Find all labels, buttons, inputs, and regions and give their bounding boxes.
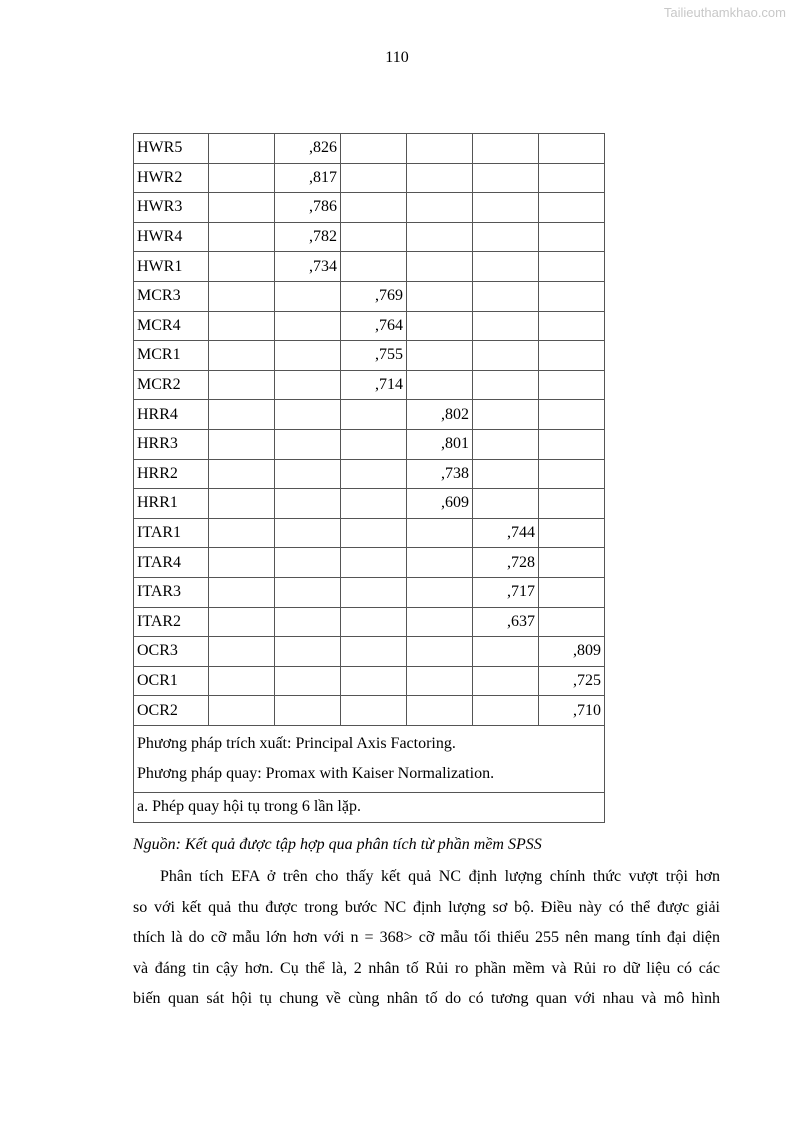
table-row — [134, 548, 605, 578]
empty-cell — [539, 193, 605, 223]
empty-cell — [539, 281, 605, 311]
empty-cell — [539, 518, 605, 548]
empty-cell — [209, 370, 275, 400]
empty-cell — [473, 370, 539, 400]
empty-cell — [539, 607, 605, 637]
empty-cell — [473, 341, 539, 371]
empty-cell — [539, 252, 605, 282]
row-label: HRR3 — [134, 429, 209, 459]
empty-cell — [341, 637, 407, 667]
empty-cell — [341, 400, 407, 430]
paragraph-line: thích là do cỡ mẫu lớn hơn với n = 368> cỡ mẫu tối thiểu 255 nên mang tính đại diện — [133, 929, 720, 946]
row-label: HWR5 — [134, 134, 209, 164]
empty-cell — [407, 607, 473, 637]
empty-cell — [275, 696, 341, 726]
row-label: OCR3 — [134, 637, 209, 667]
row-label: ITAR2 — [134, 607, 209, 637]
empty-cell — [539, 429, 605, 459]
empty-cell — [275, 341, 341, 371]
empty-cell — [473, 311, 539, 341]
empty-cell — [539, 222, 605, 252]
empty-cell — [473, 489, 539, 519]
empty-cell — [275, 489, 341, 519]
table-row — [134, 607, 605, 637]
row-label: ITAR4 — [134, 548, 209, 578]
empty-cell — [473, 281, 539, 311]
table-row — [134, 163, 605, 193]
empty-cell — [275, 429, 341, 459]
empty-cell — [539, 577, 605, 607]
empty-cell — [209, 163, 275, 193]
empty-cell — [473, 429, 539, 459]
empty-cell — [407, 311, 473, 341]
empty-cell — [407, 134, 473, 164]
factor-loading: ,714 — [341, 370, 407, 400]
table-row — [134, 370, 605, 400]
empty-cell — [539, 548, 605, 578]
empty-cell — [209, 548, 275, 578]
paragraph-line: so với kết quả thu được trong bước NC định lượng sơ bộ. Điều này có thể được giải — [133, 898, 720, 916]
factor-loading: ,786 — [275, 193, 341, 223]
empty-cell — [275, 281, 341, 311]
empty-cell — [209, 193, 275, 223]
empty-cell — [209, 607, 275, 637]
empty-cell — [407, 193, 473, 223]
factor-loading: ,710 — [539, 696, 605, 726]
empty-cell — [341, 489, 407, 519]
empty-cell — [341, 518, 407, 548]
row-label: HRR4 — [134, 400, 209, 430]
empty-cell — [275, 311, 341, 341]
empty-cell — [209, 696, 275, 726]
factor-loading: ,764 — [341, 311, 407, 341]
empty-cell — [473, 400, 539, 430]
empty-cell — [539, 459, 605, 489]
row-label: ITAR3 — [134, 577, 209, 607]
factor-loading: ,609 — [407, 489, 473, 519]
table-row — [134, 252, 605, 282]
empty-cell — [209, 459, 275, 489]
empty-cell — [539, 163, 605, 193]
paragraph-line: biến quan sát hội tụ chung về cùng nhân tố do có tương quan với nhau và mô hình — [133, 990, 720, 1007]
table-footer-methods — [134, 725, 605, 792]
table-row — [134, 489, 605, 519]
factor-loading: ,817 — [275, 163, 341, 193]
empty-cell — [473, 222, 539, 252]
empty-cell — [341, 666, 407, 696]
paragraph-line: và đáng tin cậy hơn. Cụ thể là, 2 nhân tố Rủi ro phần mềm và Rủi ro dữ liệu có các — [133, 959, 720, 977]
empty-cell — [539, 341, 605, 371]
empty-cell — [209, 252, 275, 282]
empty-cell — [341, 252, 407, 282]
rotation-note: a. Phép quay hội tụ trong 6 lần lặp. — [134, 792, 605, 822]
table-row — [134, 341, 605, 371]
empty-cell — [209, 400, 275, 430]
empty-cell — [341, 222, 407, 252]
extraction-method: Phương pháp trích xuất: Principal Axis Factoring. — [137, 734, 456, 752]
empty-cell — [407, 577, 473, 607]
empty-cell — [209, 637, 275, 667]
table-row — [134, 193, 605, 223]
row-label: MCR3 — [134, 281, 209, 311]
factor-loading: ,826 — [275, 134, 341, 164]
row-label: MCR4 — [134, 311, 209, 341]
table-row — [134, 311, 605, 341]
empty-cell — [539, 400, 605, 430]
table-footer-note — [134, 792, 605, 822]
table-row — [134, 134, 605, 164]
table-row — [134, 666, 605, 696]
empty-cell — [473, 637, 539, 667]
empty-cell — [341, 696, 407, 726]
empty-cell — [407, 666, 473, 696]
empty-cell — [539, 489, 605, 519]
empty-cell — [275, 666, 341, 696]
table-row — [134, 429, 605, 459]
empty-cell — [407, 341, 473, 371]
empty-cell — [209, 311, 275, 341]
empty-cell — [407, 252, 473, 282]
table-row — [134, 281, 605, 311]
factor-loading: ,801 — [407, 429, 473, 459]
empty-cell — [341, 548, 407, 578]
table-row — [134, 459, 605, 489]
factor-loading: ,809 — [539, 637, 605, 667]
empty-cell — [473, 134, 539, 164]
paragraph-line: Phân tích EFA ở trên cho thấy kết quả NC định lượng chính thức vượt trội hơn — [160, 868, 720, 885]
empty-cell — [539, 311, 605, 341]
empty-cell — [209, 577, 275, 607]
empty-cell — [209, 134, 275, 164]
table-row — [134, 222, 605, 252]
row-label: HWR3 — [134, 193, 209, 223]
factor-loading: ,769 — [341, 281, 407, 311]
factor-loading: ,744 — [473, 518, 539, 548]
source-note: Nguồn: Kết quả được tập hợp qua phân tích từ phần mềm SPSS — [133, 836, 542, 853]
table-row — [134, 400, 605, 430]
empty-cell — [341, 607, 407, 637]
empty-cell — [473, 163, 539, 193]
factor-loading: ,782 — [275, 222, 341, 252]
factor-loading: ,755 — [341, 341, 407, 371]
empty-cell — [407, 637, 473, 667]
row-label: HWR1 — [134, 252, 209, 282]
empty-cell — [275, 637, 341, 667]
empty-cell — [275, 548, 341, 578]
factor-loading: ,725 — [539, 666, 605, 696]
table-row — [134, 696, 605, 726]
empty-cell — [407, 696, 473, 726]
empty-cell — [341, 429, 407, 459]
table-row — [134, 637, 605, 667]
empty-cell — [407, 518, 473, 548]
table-row — [134, 518, 605, 548]
factor-loading: ,728 — [473, 548, 539, 578]
empty-cell — [341, 134, 407, 164]
page-number: 110 — [385, 49, 409, 66]
empty-cell — [209, 222, 275, 252]
empty-cell — [275, 400, 341, 430]
rotation-method: Phương pháp quay: Promax with Kaiser Normalization. — [137, 764, 495, 782]
factor-loading: ,738 — [407, 459, 473, 489]
row-label: OCR1 — [134, 666, 209, 696]
empty-cell — [209, 281, 275, 311]
row-label: HWR2 — [134, 163, 209, 193]
empty-cell — [341, 163, 407, 193]
empty-cell — [539, 370, 605, 400]
empty-cell — [209, 518, 275, 548]
row-label: HRR2 — [134, 459, 209, 489]
empty-cell — [275, 459, 341, 489]
empty-cell — [473, 252, 539, 282]
empty-cell — [407, 548, 473, 578]
row-label: MCR2 — [134, 370, 209, 400]
factor-loading: ,802 — [407, 400, 473, 430]
empty-cell — [407, 281, 473, 311]
empty-cell — [407, 222, 473, 252]
empty-cell — [209, 429, 275, 459]
empty-cell — [341, 459, 407, 489]
empty-cell — [407, 370, 473, 400]
empty-cell — [209, 489, 275, 519]
row-label: MCR1 — [134, 341, 209, 371]
empty-cell — [473, 666, 539, 696]
empty-cell — [473, 193, 539, 223]
table-row — [134, 577, 605, 607]
empty-cell — [473, 459, 539, 489]
empty-cell — [407, 163, 473, 193]
empty-cell — [539, 134, 605, 164]
empty-cell — [275, 607, 341, 637]
body-paragraph — [133, 862, 720, 1015]
row-label: OCR2 — [134, 696, 209, 726]
empty-cell — [209, 666, 275, 696]
empty-cell — [275, 577, 341, 607]
factor-loading: ,717 — [473, 577, 539, 607]
empty-cell — [473, 696, 539, 726]
empty-cell — [341, 193, 407, 223]
empty-cell — [275, 370, 341, 400]
empty-cell — [209, 341, 275, 371]
row-label: HRR1 — [134, 489, 209, 519]
row-label: HWR4 — [134, 222, 209, 252]
watermark: Tailieuthamkhao.com — [663, 5, 786, 20]
row-label: ITAR1 — [134, 518, 209, 548]
pattern-matrix-table — [133, 133, 605, 823]
empty-cell — [275, 518, 341, 548]
empty-cell — [341, 577, 407, 607]
factor-loading: ,734 — [275, 252, 341, 282]
factor-loading: ,637 — [473, 607, 539, 637]
